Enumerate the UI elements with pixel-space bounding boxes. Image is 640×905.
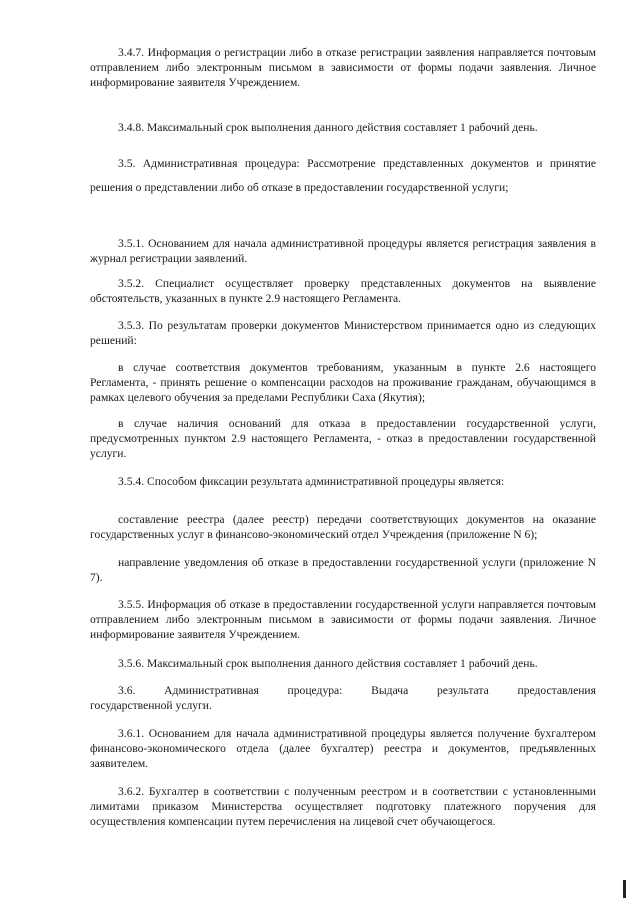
paragraph-3-5-2: 3.5.2. Специалист осуществляет проверку представленных документов на выявление обстоятельств, указанных в пункте 2.9 настоящего Регламента. <box>90 277 596 305</box>
fixation-registry: составление реестра (далее реестр) передачи соответствующих документов на оказание государственных услуг в финансово-экономический отдел Учреждения (приложение N 6); <box>90 513 596 541</box>
fixation-notice: направление уведомления об отказе в предоставлении государственной услуги (приложение N 7). <box>90 556 596 584</box>
section-3-6-heading-continuation: государственной услуги. <box>90 699 212 712</box>
section-3-6-word: 3.6. <box>118 684 136 697</box>
paragraph-3-4-8: 3.4.8. Максимальный срок выполнения данного действия составляет 1 рабочий день. <box>118 121 538 134</box>
paragraph-3-6-2: 3.6.2. Бухгалтер в соответствии с полученным реестром и в соответствии с установленными лимитами приказом Министерства осуществляет подготовку платежного поручения для осуществления компенсации путем перечисления на лицевой счет обучающегося. <box>90 785 596 828</box>
paragraph-3-4-7: 3.4.7. Информация о регистрации либо в отказе регистрации заявления направляется почтовым отправлением либо электронным письмом в зависимости от формы подачи заявления. Личное информирование заявителя Учреждением. <box>90 46 596 89</box>
section-3-6-word: Выдача <box>371 684 409 697</box>
paragraph-3-6-1: 3.6.1. Основанием для начала административной процедуры является получение бухгалтером финансово-экономического отдела (далее бухгалтер) реестра и документов, предъявленных заявителем. <box>90 727 596 770</box>
decision-refuse: в случае наличия оснований для отказа в предоставлении государственной услуги, предусмотренных пунктом 2.9 настоящего Регламента, - отказ в предоставлении государственной услуги. <box>90 417 596 460</box>
decision-approve: в случае соответствия документов требованиям, указанным в пункте 2.6 настоящего Регламента, - принять решение о компенсации расходов на проживание гражданам, обучающимся в рамках целевого обучения за пределами Республики Саха (Якутия); <box>90 361 596 404</box>
section-3-6-word: результата <box>437 684 489 697</box>
section-3-6-word: Административная <box>164 684 259 697</box>
paragraph-3-5-1: 3.5.1. Основанием для начала административной процедуры является регистрация заявления в журнал регистрации заявлений. <box>90 237 596 265</box>
section-3-6-word: процедура: <box>287 684 343 697</box>
section-3-6-heading <box>118 683 596 698</box>
scan-edge-mark <box>623 880 626 898</box>
paragraph-3-5-5: 3.5.5. Информация об отказе в предоставлении государственной услуги направляется почтовым отправлением либо электронным письмом в зависимости от формы подачи заявления. Личное информирование заявителя Учреждением. <box>90 598 596 641</box>
paragraph-3-5-6: 3.5.6. Максимальный срок выполнения данного действия составляет 1 рабочий день. <box>118 657 538 670</box>
paragraph-3-5-3: 3.5.3. По результатам проверки документов Министерством принимается одно из следующих решений: <box>90 319 596 347</box>
section-3-5-heading: 3.5. Административная процедура: Рассмотрение представленных документов и принятие решения о представлении либо об отказе в предоставлении государственной услуги; <box>90 157 596 194</box>
paragraph-3-5-4: 3.5.4. Способом фиксации результата административной процедуры является: <box>118 475 505 488</box>
section-3-6-word: предоставления <box>517 684 596 697</box>
